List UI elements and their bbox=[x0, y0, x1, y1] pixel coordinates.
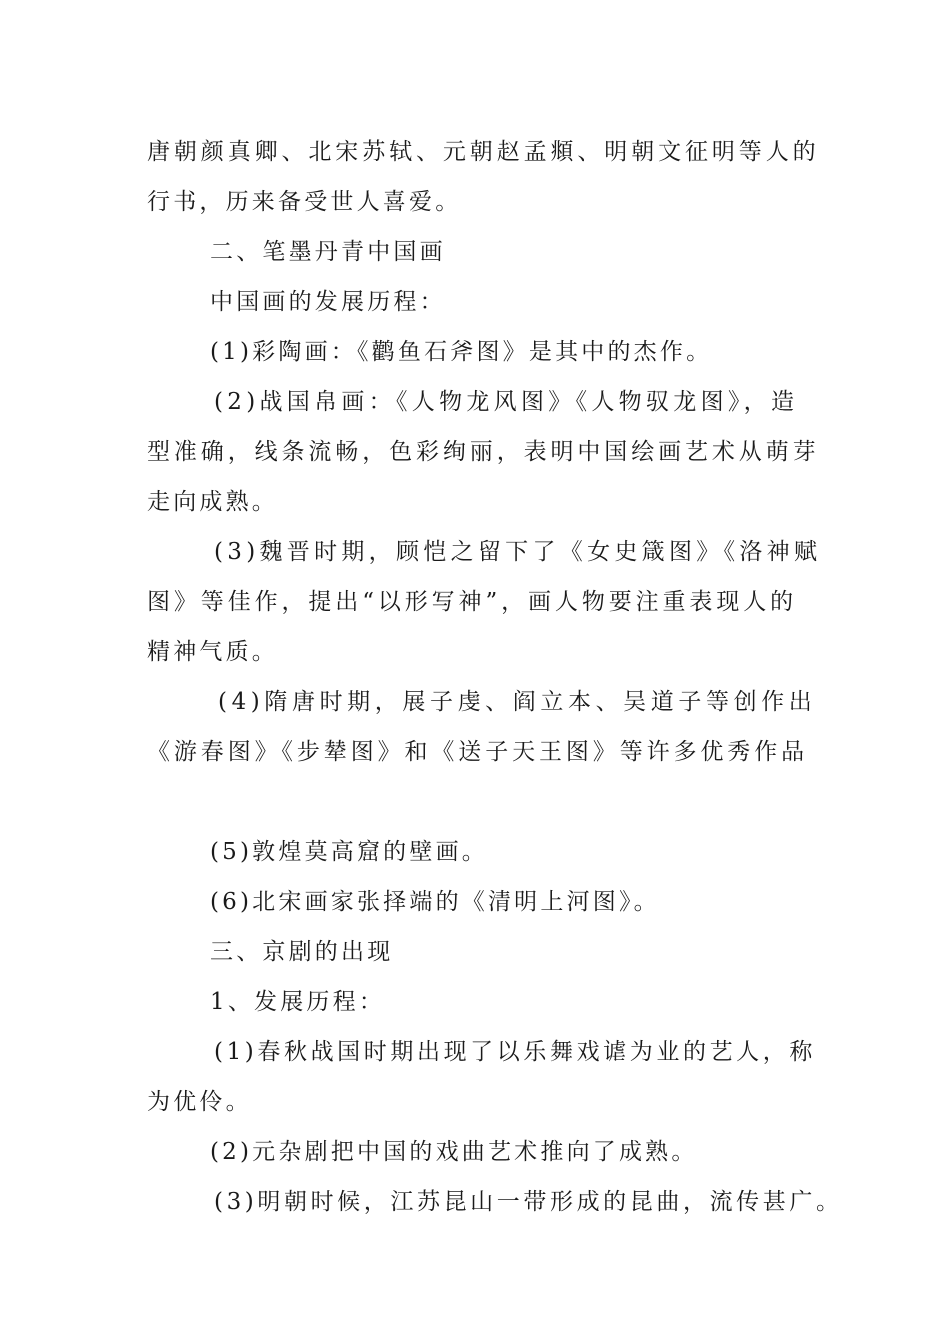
text-line: 型准确，线条流畅，色彩绚丽，表明中国绘画艺术从萌芽 bbox=[147, 439, 820, 465]
list-item: (3)魏晋时期，顾恺之留下了《女史箴图》《洛神赋 bbox=[214, 539, 822, 565]
list-item: (4)隋唐时期，展子虔、阎立本、吴道子等创作出 bbox=[218, 689, 817, 715]
text-line: 中国画的发展历程： bbox=[210, 289, 446, 315]
text-line: 1、发展历程： bbox=[210, 989, 386, 1015]
text-line: 图》等佳作，提出“以形写神”，画人物要注重表现人的 bbox=[147, 589, 798, 615]
list-item: (3)明朝时候，江苏昆山一带形成的昆曲，流传甚广。 bbox=[214, 1189, 843, 1215]
section-heading: 三、京剧的出现 bbox=[210, 939, 394, 965]
list-item: (2)元杂剧把中国的戏曲艺术推向了成熟。 bbox=[210, 1139, 698, 1165]
list-item: (6)北宋画家张择端的《清明上河图》。 bbox=[210, 889, 660, 915]
text-line: 走向成熟。 bbox=[147, 489, 278, 515]
text-line: 《游春图》《步辇图》和《送子天王图》等许多优秀作品 bbox=[147, 739, 808, 765]
list-item: (5)敦煌莫高窟的壁画。 bbox=[210, 839, 488, 865]
text-line: 唐朝颜真卿、北宋苏轼、元朝赵孟頫、明朝文征明等人的 bbox=[147, 139, 820, 165]
list-item: (1)春秋战国时期出现了以乐舞戏谑为业的艺人，称 bbox=[214, 1039, 816, 1065]
text-line: 为优伶。 bbox=[147, 1089, 252, 1115]
text-line: 行书，历来备受世人喜爱。 bbox=[147, 189, 462, 215]
text-line: 精神气质。 bbox=[147, 639, 278, 665]
section-heading: 二、笔墨丹青中国画 bbox=[210, 239, 446, 265]
list-item: (2)战国帛画：《人物龙风图》《人物驭龙图》，造 bbox=[214, 389, 799, 415]
list-item: (1)彩陶画：《鹳鱼石斧图》是其中的杰作。 bbox=[210, 339, 713, 365]
